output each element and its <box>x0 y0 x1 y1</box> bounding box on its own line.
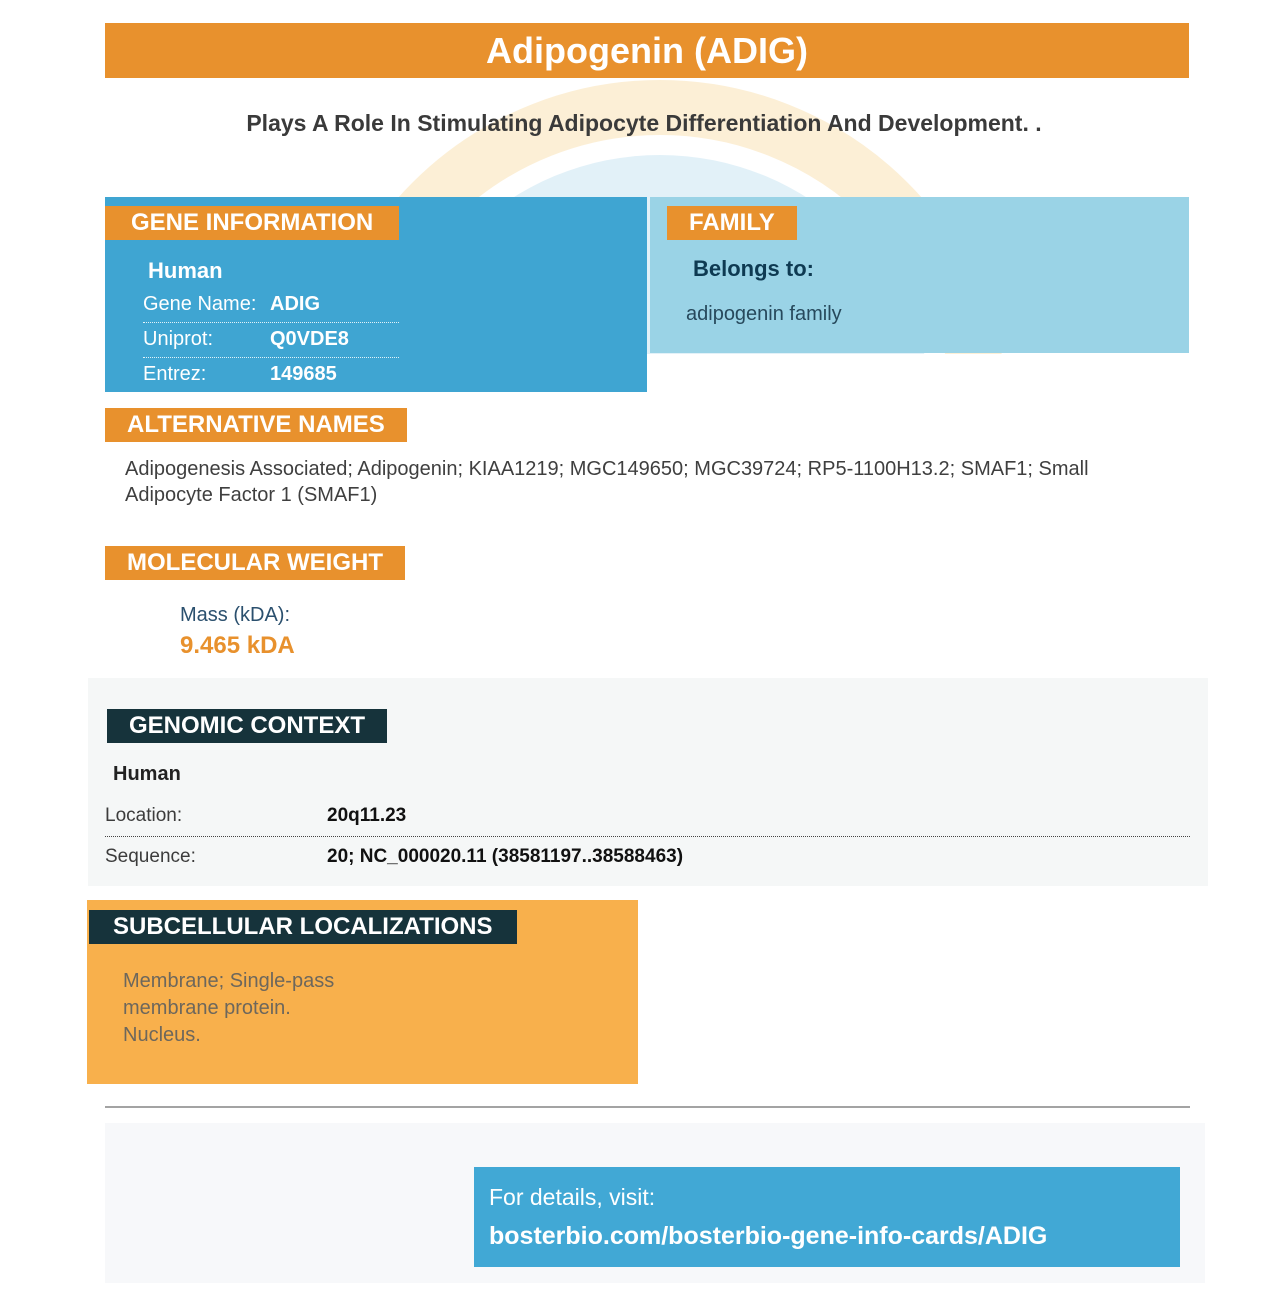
genomic-context-panel <box>88 678 1208 886</box>
footer-panel <box>105 1123 1205 1283</box>
molecular-weight-label: MOLECULAR WEIGHT <box>105 546 405 580</box>
gene-row-label: Gene Name: <box>143 293 257 315</box>
page-title: Adipogenin (ADIG) <box>486 30 808 71</box>
genomic-species-heading: Human <box>113 763 181 785</box>
family-value: adipogenin family <box>686 303 842 325</box>
alternative-names-text: Adipogenesis Associated; Adipogenin; KIAA1219; MGC149650; MGC39724; RP5-1100H13.2; SMAF1; Small Adipocyte Factor 1 (SMAF1) <box>125 458 1089 506</box>
gene-row-label: Entrez: <box>143 363 207 385</box>
footer-divider <box>105 1106 1190 1108</box>
gene-species-heading: Human <box>148 258 223 283</box>
details-callout <box>474 1167 1180 1267</box>
gene-row <box>143 358 399 392</box>
gene-row-value: 149685 <box>270 363 337 385</box>
genomic-row-label: Location: <box>105 805 183 826</box>
gene-information-label: GENE INFORMATION <box>105 206 399 240</box>
gene-row <box>143 288 399 323</box>
page-subtitle: Plays A Role In Stimulating Adipocyte Differentiation And Development. . <box>246 110 1042 136</box>
gene-row-value: Q0VDE8 <box>270 328 349 350</box>
belongs-to-heading: Belongs to: <box>693 256 814 281</box>
alternative-names-label: ALTERNATIVE NAMES <box>105 408 407 442</box>
gene-row <box>143 323 399 358</box>
family-panel <box>650 197 1189 353</box>
genomic-row-value: 20q11.23 <box>327 805 407 826</box>
genomic-row <box>105 796 1190 837</box>
gene-row-label: Uniprot: <box>143 328 214 350</box>
subcellular-localizations-panel <box>87 900 638 1084</box>
genomic-row <box>105 837 1190 877</box>
mass-label: Mass (kDA): <box>180 604 290 626</box>
genomic-rows <box>105 796 1190 877</box>
mass-value: 9.465 kDA <box>180 632 295 659</box>
subcellular-text-line: Nucleus. <box>123 1024 201 1046</box>
subcellular-text <box>123 968 638 1049</box>
gene-rows <box>143 288 399 392</box>
header-banner <box>105 23 1189 78</box>
subcellular-localizations-label: SUBCELLULAR LOCALIZATIONS <box>89 910 517 944</box>
info-card-url[interactable]: bosterbio.com/bosterbio-gene-info-cards/ADIG <box>489 1222 1048 1250</box>
visit-label: For details, visit: <box>489 1184 656 1210</box>
genomic-row-value: 20; NC_000020.11 (38581197..38588463) <box>327 846 684 867</box>
subcellular-text-line: membrane protein. <box>123 997 291 1019</box>
genomic-context-label: GENOMIC CONTEXT <box>107 709 387 743</box>
subcellular-text-line: Membrane; Single-pass <box>123 970 335 992</box>
gene-row-value: ADIG <box>270 293 320 315</box>
family-label: FAMILY <box>667 206 797 240</box>
gene-information-panel <box>105 197 647 392</box>
genomic-row-label: Sequence: <box>105 846 196 867</box>
